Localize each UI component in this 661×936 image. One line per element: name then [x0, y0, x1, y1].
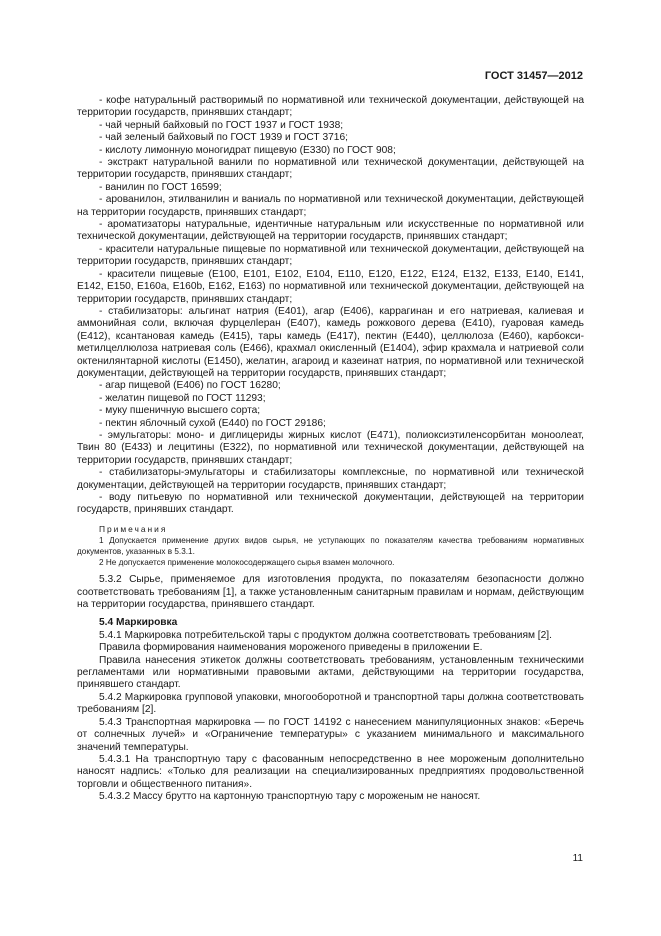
note-item: 1 Допускается применение других видов сырья, не уступающих по показателям качества требованиям нормативных документов, указанных в 5.3.1. [77, 536, 584, 557]
paragraph: Правила формирования наименования мороженого приведены в приложении Е. [99, 642, 483, 654]
list-item: - экстракт натуральной ванили по нормативной или технической документации, действующей на территории государств, принявших стандарт; [77, 157, 584, 181]
list-item: - желатин пищевой по ГОСТ 11293; [99, 392, 266, 404]
paragraph: 5.4.1 Маркировка потребительской тары с продуктом должна соответствовать требованиям [2]. [99, 629, 552, 641]
list-item: - кофе натуральный растворимый по нормативной или технической документации, действующей на территории государств, принявших стандарт; [77, 95, 584, 119]
list-item: - арованилон, этилванилин и ваниаль по нормативной или технической документации, действующей на территории государств, принявших стандарт; [77, 194, 584, 218]
list-item: - красители пищевые (Е100, Е101, Е102, Е104, Е110, Е120, Е122, Е124, Е132, Е133, Е140, Е141, Е142, Е150, Е160а, Е160b, Е162, Е163) по нормативной или технической документации, действующей на территории государств, принявших стандарт; [77, 268, 584, 305]
list-item: - ароматизаторы натуральные, идентичные натуральным или искусственные по нормативной или технической документации, действующей на территории государств, принявших стандарт; [77, 219, 584, 243]
paragraph-5-3-2: 5.3.2 Сырье, применяемое для изготовления продукта, по показателям безопасности должно соответствовать требованиям [1], а также установленным санитарным правилам и нормам, действующим на территории государства, принявшего стандарт. [77, 574, 584, 611]
list-item: - чай зеленый байховый по ГОСТ 1939 и ГОСТ 3716; [99, 132, 348, 144]
note-item: 2 Не допускается применение молокосодержащего сырья взамен молочного. [99, 558, 395, 568]
paragraph: Правила нанесения этикеток должны соответствовать требованиям, установленным техническими регламентами или нормативными правовыми актами, действующими на территории государства, принявшего стандарт. [77, 654, 584, 691]
list-item: - муку пшеничную высшего сорта; [99, 405, 261, 417]
page-number: 11 [572, 853, 583, 864]
paragraph: 5.4.3.2 Массу брутто на картонную транспортную тару с мороженым не наносят. [99, 791, 481, 803]
document-body [77, 95, 584, 804]
paragraph: 5.4.3.1 На транспортную тару с фасованным непосредственно в нее мороженым дополнительно наносят надпись: «Только для реализации на специализированных предприятиях продовольственной торговли и общественного питания». [77, 753, 584, 790]
list-item: - кислоту лимонную моногидрат пищевую (Е330) по ГОСТ 908; [99, 144, 396, 156]
page-header: ГОСТ 31457—2012 [484, 70, 583, 82]
list-item: - агар пищевой (Е406) по ГОСТ 16280; [99, 380, 281, 392]
list-item: - пектин яблочный сухой (Е440) по ГОСТ 29186; [99, 417, 326, 429]
paragraph: 5.4.2 Маркировка групповой упаковки, многооборотной и транспортной тары должна соответствовать требованиям [2]. [77, 691, 584, 716]
list-item: - ванилин по ГОСТ 16599; [99, 181, 222, 193]
list-item: - эмульгаторы: моно- и диглицериды жирных кислот (Е471), полиоксиэтиленсорбитан моноолеат, Твин 80 (Е433) и лецитины (Е322), по нормативной или технической документации, действующей на территории государств, принявших стандарт; [77, 429, 584, 466]
list-item: - стабилизаторы: альгинат натрия (Е401), агар (Е406), каррагинан и его натриевая, калиевая и аммонийная соли, включая фурцелleран (Е407), камедь рожкового дерева (Е410), гуаровая камедь (Е412), ксантановая камедь (Е415), тары камедь (Е417), пектин (Е440), целлюлоза (Е460), карбокси-метилцеллюлоза натриевая соль (Е466), крахмал окисленный (Е1404), эфир крахмала и натриевой соли октенилянтарной кислоты (Е1450), желатин, агароид и казеинат натрия, по нормативной или технической документации, действующей на территории государств, принявших стандарт; [77, 305, 584, 379]
list-item: - воду питьевую по нормативной или технической документации, действующей на территории государств, принявших стандарт. [77, 492, 584, 516]
list-item: - стабилизаторы-эмульгаторы и стабилизаторы комплексные, по нормативной или технической документации, действующей на территории государств, принявших стандарт; [77, 467, 584, 491]
notes-title: Примечания [99, 523, 168, 534]
paragraph: 5.4.3 Транспортная маркировка — по ГОСТ 14192 с нанесением манипуляционных знаков: «Беречь от солнечных лучей» и «Ограничение температуры» с указанием минимального и максимального значений температуры. [77, 716, 584, 753]
list-item: - чай черный байховый по ГОСТ 1937 и ГОСТ 1938; [99, 119, 344, 131]
list-item: - красители натуральные пищевые по нормативной или технической документации, действующей на территории государств, принявших стандарт; [77, 243, 584, 268]
section-heading: 5.4 Маркировка [99, 617, 178, 629]
